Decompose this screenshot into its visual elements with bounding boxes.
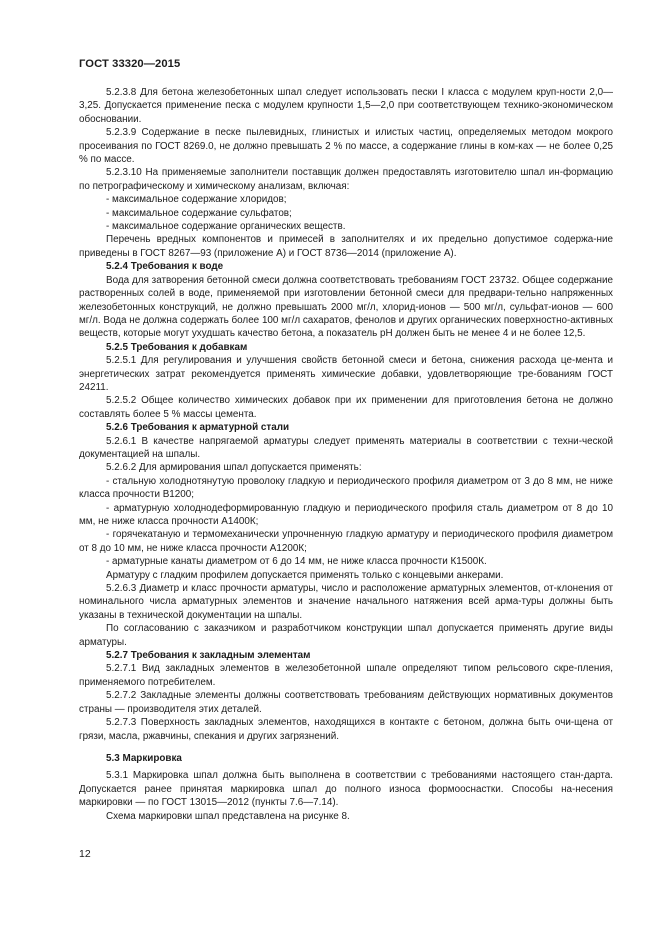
section-heading: 5.2.4 Требования к воде xyxy=(106,261,224,273)
paragraph: 5.2.3.9 Содержание в песке пылевидных, глинистых и илистых частиц, определяемых методом мокрого просеивания по ГОСТ 8269.0, не должно превышать 2 % по массе, а содержание глины в ком-ках — не более 0,25 % по массе. xyxy=(79,127,613,166)
list-item: - стальную холоднотянутую проволоку гладкую и периодического профиля диаметром от 3 до 8 мм, не ниже класса прочности В1200; xyxy=(79,475,613,501)
section-heading: 5.2.5 Требования к добавкам xyxy=(106,341,248,353)
list-item: - максимальное содержание сульфатов; xyxy=(106,207,292,219)
paragraph: 5.2.6.2 Для армирования шпал допускается применять: xyxy=(106,462,362,474)
paragraph: 5.2.7.3 Поверхность закладных элементов, находящихся в контакте с бетоном, должна быть очи-щена от грязи, масла, ржавчины, спекания и других загрязнений. xyxy=(79,717,613,742)
section-heading: 5.2.7 Требования к закладным элементам xyxy=(106,650,311,662)
list-item: - максимальное содержание хлоридов; xyxy=(106,194,287,206)
document-header: ГОСТ 33320—2015 xyxy=(79,58,181,70)
document-body xyxy=(79,86,613,823)
paragraph: 5.2.6.1 В качестве напрягаемой арматуры следует применять материалы в соответствии с техни-ческой документацией на шпалы. xyxy=(79,435,613,460)
section-heading: 5.2.6 Требования к арматурной стали xyxy=(106,422,290,434)
list-item: - арматурные канаты диаметром от 6 до 14 мм, не ниже класса прочности К1500К. xyxy=(106,556,487,568)
paragraph: Вода для затворения бетонной смеси должна соответствовать требованиям ГОСТ 23732. Общее содержание растворенных солей в воде, применяемой при изготовлении бетонной смеси для предвари-тельно напряженных железобетонных конструкций, не должно превышать 2000 мг/л, хлорид-ионов — 500 мг/л, сульфат-ионов — 600 мг/л. Вода не должна содержать более 100 мг/л сахаратов, фенолов и других органических поверхностно-активных веществ, которые могут ухудшать качество бетона, а показатель pH должен быть не менее 4 и не более 12,5. xyxy=(79,274,613,340)
paragraph: Схема маркировки шпал представлена на рисунке 8. xyxy=(106,810,350,822)
page-number: 12 xyxy=(79,848,91,860)
paragraph: 5.2.5.2 Общее количество химических добавок при их применении для приготовления бетона не должно составлять более 5 % массы цемента. xyxy=(79,395,613,420)
paragraph: 5.2.5.1 Для регулирования и улучшения свойств бетонной смеси и бетона, снижения расхода це-мента и энергетических затрат рекомендуется применять химические добавки, удовлетворяющие тре-бованиям ГОСТ 24211. xyxy=(79,355,613,393)
paragraph: 5.3.1 Маркировка шпал должна быть выполнена в соответствии с требованиями настоящего стан-дарта. Допускается ранее принятая маркировка шпал до полного износа формооснастки. Способы на-несения маркировки — по ГОСТ 13015—2012 (пункты 7.6—7.14). xyxy=(79,770,613,809)
list-item: - максимальное содержание органических веществ. xyxy=(106,221,346,233)
paragraph: 5.2.6.3 Диаметр и класс прочности арматуры, число и расположение арматурных элементов, от-клонения от номинального числа арматурных элементов и значение начального натяжения всей арма-туры должны быть указаны в технической документации на шпалы. xyxy=(79,583,613,621)
section-heading: 5.3 Маркировка xyxy=(106,752,182,764)
paragraph: Перечень вредных компонентов и примесей в заполнителях и их предельно допустимое содержа-ние приведены в ГОСТ 8267—93 (приложение А) и ГОСТ 8736—2014 (приложение А). xyxy=(79,234,613,259)
paragraph: По согласованию с заказчиком и разработчиком конструкции шпал допускается применять другие виды арматуры. xyxy=(79,623,613,648)
paragraph: 5.2.3.8 Для бетона железобетонных шпал следует использовать пески I класса с модулем круп-ности 2,0—3,25. Допускается применение песка с модулем крупности 1,5—2,0 при соответствующем технико-экономическом обосновании. xyxy=(79,87,613,125)
paragraph: 5.2.3.10 На применяемые заполнители поставщик должен предоставлять изготовителю шпал ин-формацию по петрографическому и химическому анализам, включая: xyxy=(79,167,613,192)
list-item: - горячекатаную и термомеханически упрочненную гладкую арматуру и периодического профиля диаметром от 8 до 10 мм, не ниже класса прочности А1200К; xyxy=(79,529,613,554)
paragraph: 5.2.7.1 Вид закладных элементов в железобетонной шпале определяют типом рельсового скре-пления, применяемого потребителем. xyxy=(79,663,613,688)
list-item: - арматурную холоднодеформированную гладкую и периодического профиля сталь диаметром от 8 до 10 мм, не ниже класса прочности А1400К; xyxy=(79,502,613,527)
paragraph: Арматуру с гладким профилем допускается применять только с концевыми анкерами. xyxy=(106,569,504,581)
paragraph: 5.2.7.2 Закладные элементы должны соответствовать требованиям действующих нормативных документов страны — производителя этих деталей. xyxy=(79,690,613,715)
